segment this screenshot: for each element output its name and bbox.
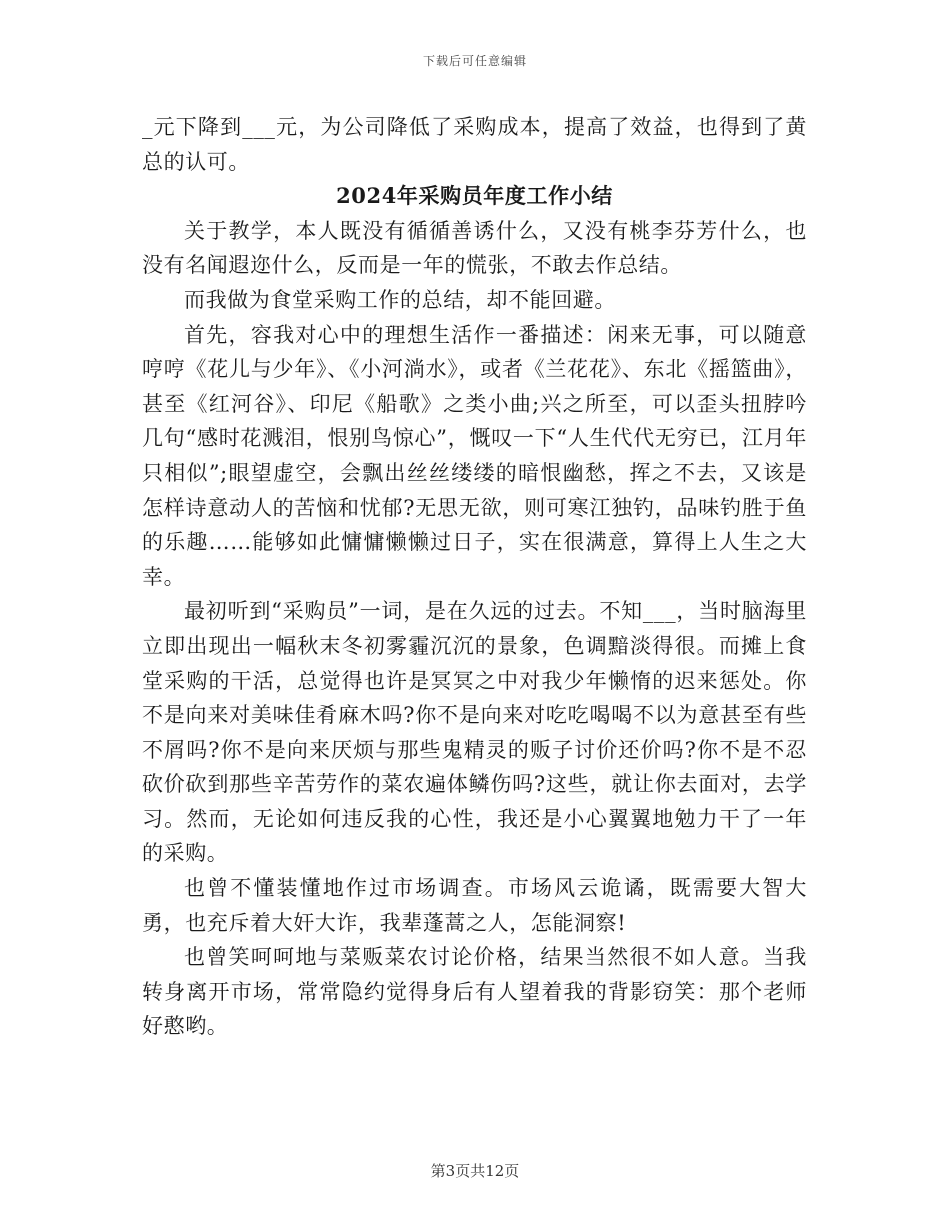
- page-header: 下载后可任意编辑: [422, 54, 527, 68]
- paragraph: 首先，容我对心中的理想生活作一番描述：闲来无事，可以随意哼哼《花儿与少年》、《小河淌水》，或者《兰花花》、东北《摇篮曲》，甚至《红河谷》、印尼《船歌》之类小曲;兴之所至，可以歪头扭脖吟几句“感时花溅泪，恨别鸟惊心”，慨叹一下“人生代代无穷已，江月年只相似”;眼望虚空，会飘出丝丝缕缕的暗恨幽愁，挥之不去，又该是怎样诗意动人的苦恼和忧郁?无思无欲，则可寒江独钓，品味钓胜于鱼的乐趣……能够如此慵慵懒懒过日子，实在很满意，算得上人生之大幸。: [142, 322, 807, 589]
- document-title: 2024年采购员年度工作小结: [336, 183, 613, 209]
- document-body: [142, 110, 807, 1044]
- paragraph: 而我做为食堂采购工作的总结，却不能回避。: [184, 287, 616, 312]
- paragraph: 最初听到“采购员”一词，是在久远的过去。不知___，当时脑海里立即出现出一幅秋末冬初雾霾沉沉的景象，色调黯淡得很。而摊上食堂采购的干活，总觉得也许是冥冥之中对我少年懒惰的迟来惩处。你不是向来对美味佳肴麻木吗?你不是向来对吃吃喝喝不以为意甚至有些不屑吗?你不是向来厌烦与那些鬼精灵的贩子讨价还价吗?你不是不忍砍价砍到那些辛苦劳作的菜农遍体鳞伤吗?这些，就让你去面对，去学习。然而，无论如何违反我的心性，我还是小心翼翼地勉力干了一年的采购。: [142, 599, 807, 866]
- paragraph: 也曾不懂装懂地作过市场调查。市场风云诡谲，既需要大智大勇，也充斥着大奸大诈，我辈蓬蒿之人，怎能洞察!: [142, 876, 807, 935]
- paragraph: 关于教学，本人既没有循循善诱什么，又没有桃李芬芳什么，也没有名闻遐迩什么，反而是一年的慌张，不敢去作总结。: [142, 218, 807, 278]
- page-footer: 第3页共12页: [430, 1162, 520, 1180]
- paragraph: 也曾笑呵呵地与菜贩菜农讨论价格，结果当然很不如人意。当我转身离开市场，常常隐约觉得身后有人望着我的背影窃笑：那个老师好憨哟。: [142, 945, 807, 1039]
- lead-paragraph: _元下降到___元，为公司降低了采购成本，提高了效益，也得到了黄总的认可。: [142, 115, 807, 174]
